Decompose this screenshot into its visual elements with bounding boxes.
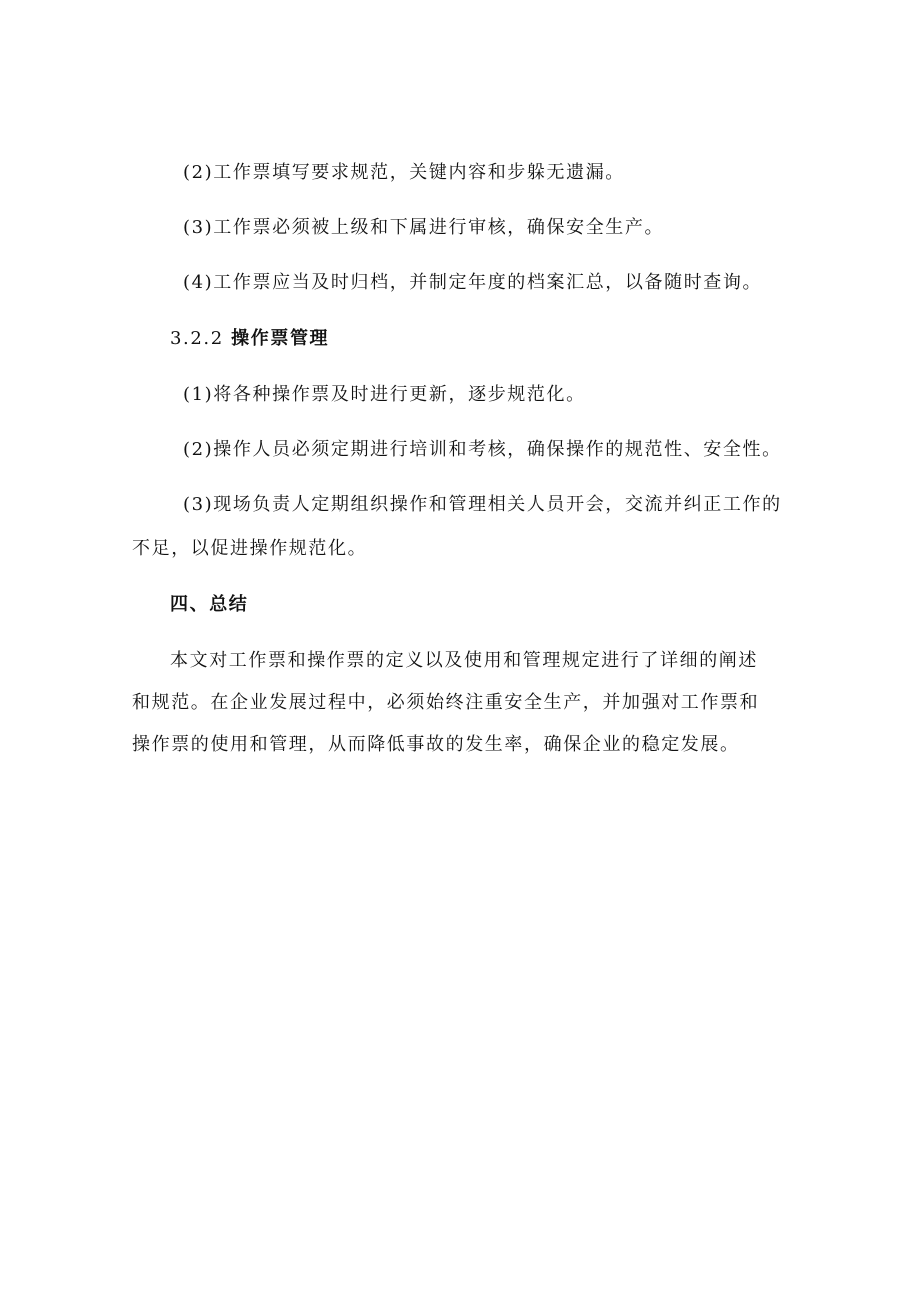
operation-item-1: (1)将各种操作票及时进行更新，逐步规范化。 [183,384,586,405]
section-title: 操作票管理 [231,328,330,349]
workticket-item-4: (4)工作票应当及时归档，并制定年度的档案汇总，以备随时查询。 [183,272,763,293]
workticket-item-2: (2)工作票填写要求规范，关键内容和步躲无遗漏。 [183,162,625,183]
section-number: 3.2.2 [170,328,224,349]
operation-item-2: (2)操作人员必须定期进行培训和考核，确保操作的规范性、安全性。 [183,439,782,460]
section-heading-4: 四、总结 [170,594,249,615]
operation-item-3-line-1: (3)现场负责人定期组织操作和管理相关人员开会，交流并纠正工作的 [183,494,782,515]
operation-item-3-line-2: 不足，以促进操作规范化。 [132,538,368,559]
summary-line-3: 操作票的使用和管理，从而降低事故的发生率，确保企业的稳定发展。 [132,734,740,755]
workticket-item-3: (3)工作票必须被上级和下属进行审核，确保安全生产。 [183,217,665,238]
summary-line-2: 和规范。在企业发展过程中，必须始终注重安全生产，并加强对工作票和 [132,692,760,713]
summary-line-1: 本文对工作票和操作票的定义以及使用和管理规定进行了详细的阐述 [170,650,758,671]
section-heading-3-2-2 [170,326,329,352]
